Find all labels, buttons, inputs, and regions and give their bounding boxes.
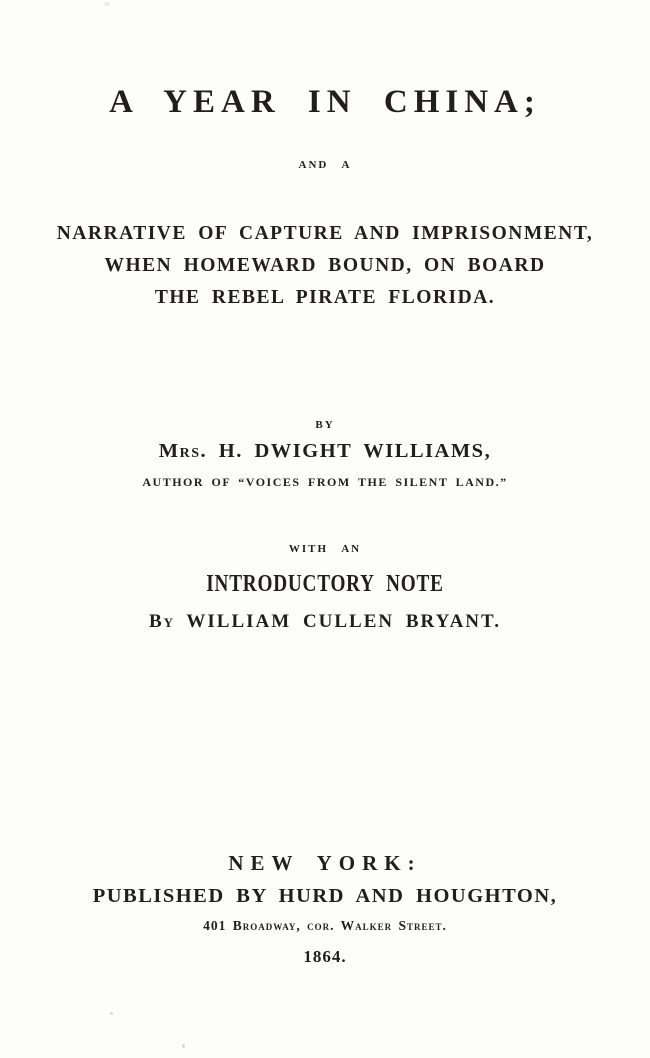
with-an-label: WITH AN: [288, 543, 362, 555]
and-a-label: AND A: [298, 159, 352, 171]
imprint-address: 401 Broadway, cor. Walker Street.: [203, 918, 447, 933]
imprint-year: 1864.: [303, 947, 347, 966]
by-label: BY: [315, 419, 335, 431]
scan-speck: [104, 2, 110, 6]
introductory-note-title: INTRODUCTORY NOTE: [206, 571, 444, 597]
author-credit: AUTHOR OF “VOICES FROM THE SILENT LAND.”: [142, 475, 508, 489]
scan-speck: [182, 1044, 185, 1048]
scan-speck: [110, 1012, 113, 1015]
book-title: A YEAR IN CHINA;: [109, 84, 541, 120]
subtitle-line-3: THE REBEL PIRATE FLORIDA.: [154, 287, 496, 308]
subtitle-line-1: NARRATIVE OF CAPTURE AND IMPRISONMENT,: [56, 223, 594, 244]
author-name: Mrs. H. DWIGHT WILLIAMS,: [158, 440, 492, 462]
imprint-city: NEW YORK:: [228, 851, 422, 875]
introductory-note-author: By WILLIAM CULLEN BRYANT.: [148, 611, 502, 632]
imprint-publisher: PUBLISHED BY HURD AND HOUGHTON,: [92, 885, 558, 907]
subtitle-line-2: WHEN HOMEWARD BOUND, ON BOARD: [104, 255, 546, 276]
